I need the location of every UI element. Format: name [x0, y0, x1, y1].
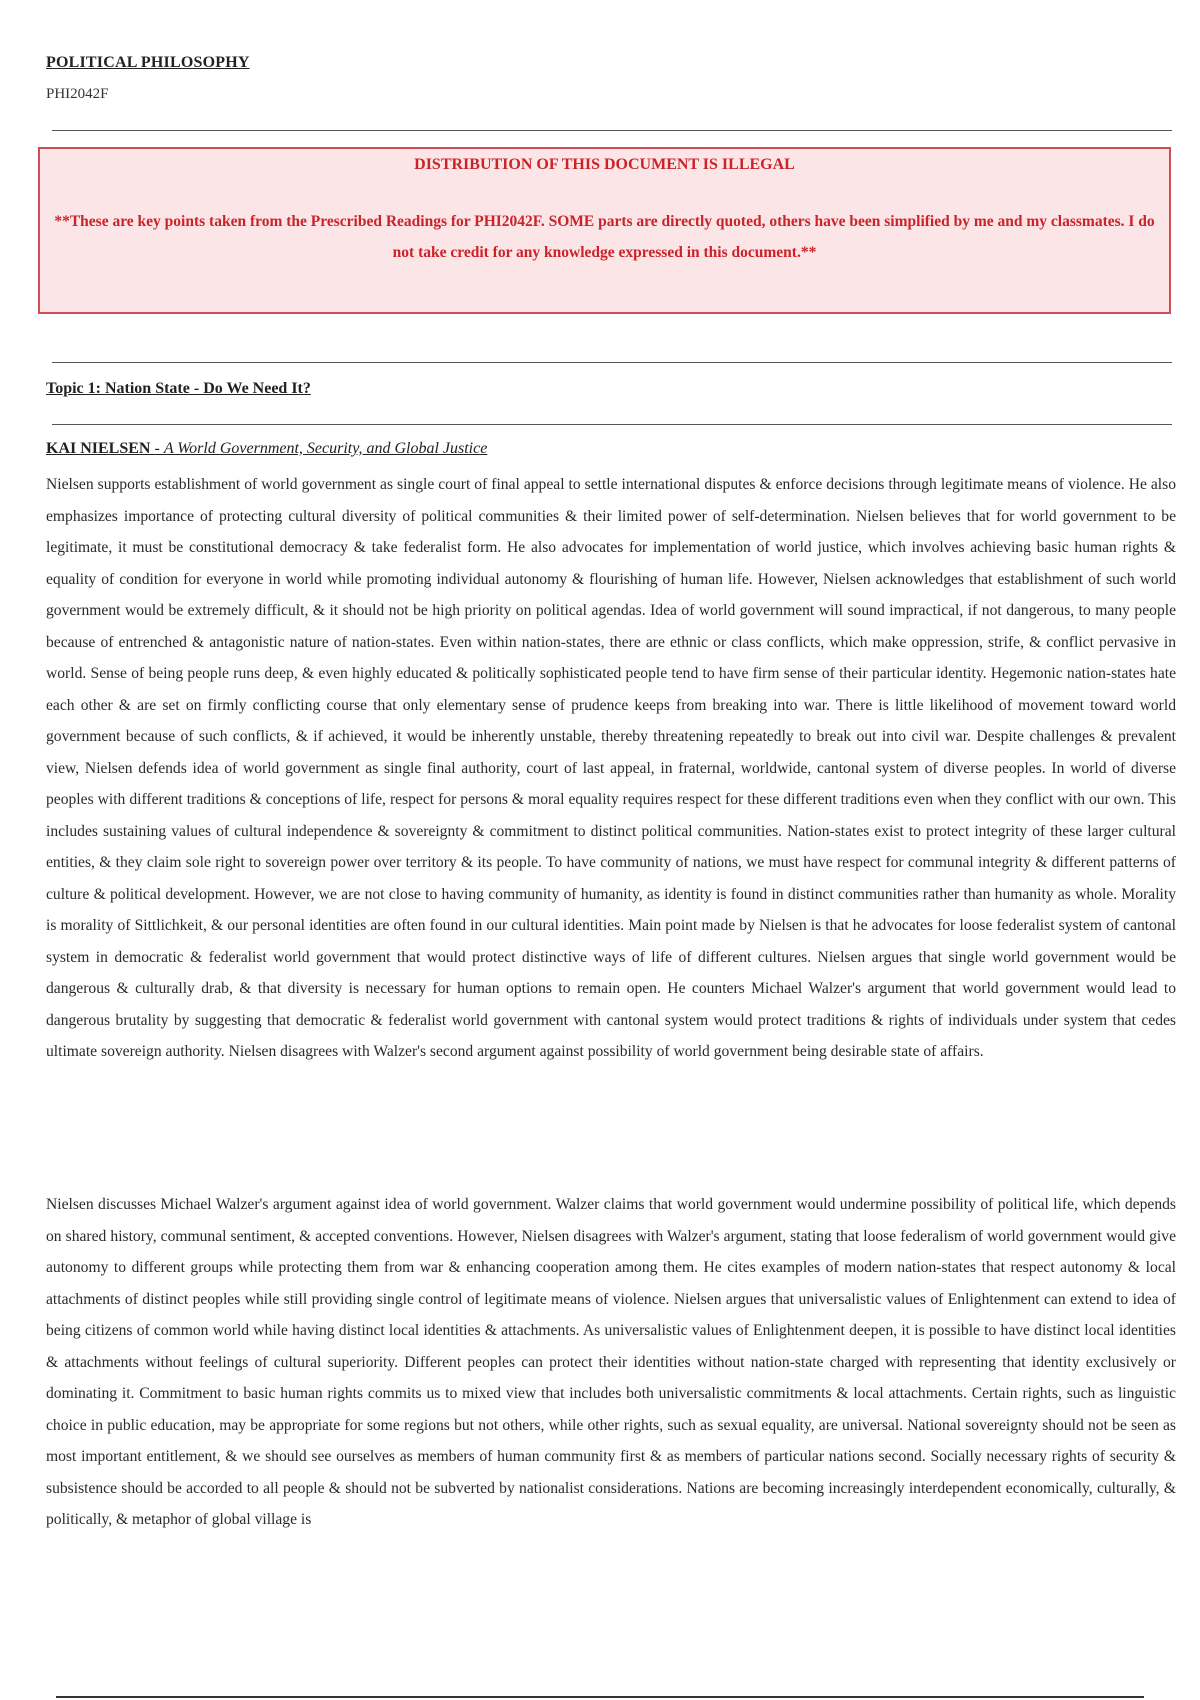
- heading-separator: -: [150, 440, 164, 457]
- footer-rule: [56, 1696, 1144, 1698]
- divider: [52, 130, 1172, 131]
- section-heading: [46, 440, 487, 458]
- divider: [52, 424, 1172, 425]
- body-paragraph: Nielsen discusses Michael Walzer's argument against idea of world government. Walzer claims that world government would undermine possibility of political life, which depends on shared history, communal sentiment, & accepted conventions. However, Nielsen disagrees with Walzer's argument, stating that loose federalism of world government would give autonomy to different groups while protecting them from war & enhancing cooperation among them. He cites examples of modern nation-states that respect autonomy & local attachments of distinct peoples while still providing single control of legitimate means of violence. Nielsen argues that universalistic values of Enlightenment can extend to idea of being citizens of common world while having distinct local identities & attachments. As universalistic values of Enlightenment deepen, it is possible to have distinct local identities & attachments without feelings of cultural superiority. Different peoples can protect their identities without nation-state charged with representing that identity exclusively or dominating it. Commitment to basic human rights commits us to mixed view that includes both universalistic commitments & local attachments. Certain rights, such as linguistic choice in public education, may be appropriate for some regions but not others, while other rights, such as sexual equality, are universal. National sovereignty should not be seen as most important entitlement, & we should see ourselves as members of human community first & as members of particular nations second. Socially necessary rights of security & subsistence should be accorded to all people & should not be subverted by nationalist considerations. Nations are becoming increasingly interdependent economically, culturally, & politically, & metaphor of global village is: [46, 1196, 1176, 1528]
- course-code: PHI2042F: [46, 86, 109, 102]
- author-name: KAI NIELSEN: [46, 440, 151, 457]
- divider: [52, 362, 1172, 363]
- distribution-notice: [38, 147, 1171, 314]
- course-title: POLITICAL PHILOSOPHY: [46, 54, 250, 71]
- notice-title: DISTRIBUTION OF THIS DOCUMENT IS ILLEGAL: [414, 156, 795, 173]
- work-title: A World Government, Security, and Global Justice: [163, 440, 488, 457]
- body-paragraph: Nielsen supports establishment of world government as single court of final appeal to settle international disputes & enforce decisions through legitimate means of violence. He also emphasizes importance of protecting cultural diversity of political communities & their limited power of self-determination. Nielsen believes that for world government to be legitimate, it must be constitutional democracy & take federalist form. He also advocates for implementation of world justice, which involves achieving basic human rights & equality of condition for everyone in world while promoting individual autonomy & flourishing of human life. However, Nielsen acknowledges that establishment of such world government would be extremely difficult, & it should not be high priority on political agendas. Idea of world government will sound impractical, if not dangerous, to many people because of entrenched & antagonistic nature of nation-states. Even within nation-states, there are ethnic or class conflicts, which make oppression, strife, & conflict pervasive in world. Sense of being people runs deep, & even highly educated & politically sophisticated people tend to have firm sense of their particular identity. Hegemonic nation-states hate each other & are set on firmly conflicting course that only elementary sense of prudence keeps from breaking into war. There is little likelihood of movement toward world government because of such conflicts, & if achieved, it would be inherently unstable, thereby threatening repeatedly to break out into civil war. Despite challenges & prevalent view, Nielsen defends idea of world government as single final authority, court of last appeal, in fraternal, worldwide, cantonal system of diverse peoples. In world of diverse peoples with different traditions & conceptions of life, respect for persons & moral equality requires respect for these different traditions even when they conflict with our own. This includes sustaining values of cultural independence & sovereignty & commitment to distinct political communities. Nation-states exist to protect integrity of these larger cultural entities, & they claim sole right to sovereign power over territory & its people. To have community of nations, we must have respect for communal integrity & different patterns of culture & political development. However, we are not close to having community of humanity, as identity is found in distinct communities rather than humanity as whole. Morality is morality of Sittlichkeit, & our personal identities are often found in our cultural identities. Main point made by Nielsen is that he advocates for loose federalist system of cantonal system in democratic & federalist world government that would protect distinctive ways of life of different cultures. Nielsen argues that single world government would be dangerous & culturally drab, & that diversity is necessary for human options to remain open. He counters Michael Walzer's argument that world government would lead to dangerous brutality by suggesting that democratic & federalist world government with cantonal system would protect traditions & rights of individuals under system that cedes ultimate sovereign authority. Nielsen disagrees with Walzer's second argument against possibility of world government being desirable state of affairs.: [46, 476, 1176, 1060]
- topic-heading: Topic 1: Nation State - Do We Need It?: [46, 380, 311, 397]
- notice-body: **These are key points taken from the Prescribed Readings for PHI2042F. SOME parts are directly quoted, others have been simplified by me and my classmates. I do not take credit for any knowledge expressed in this document.**: [54, 213, 1155, 261]
